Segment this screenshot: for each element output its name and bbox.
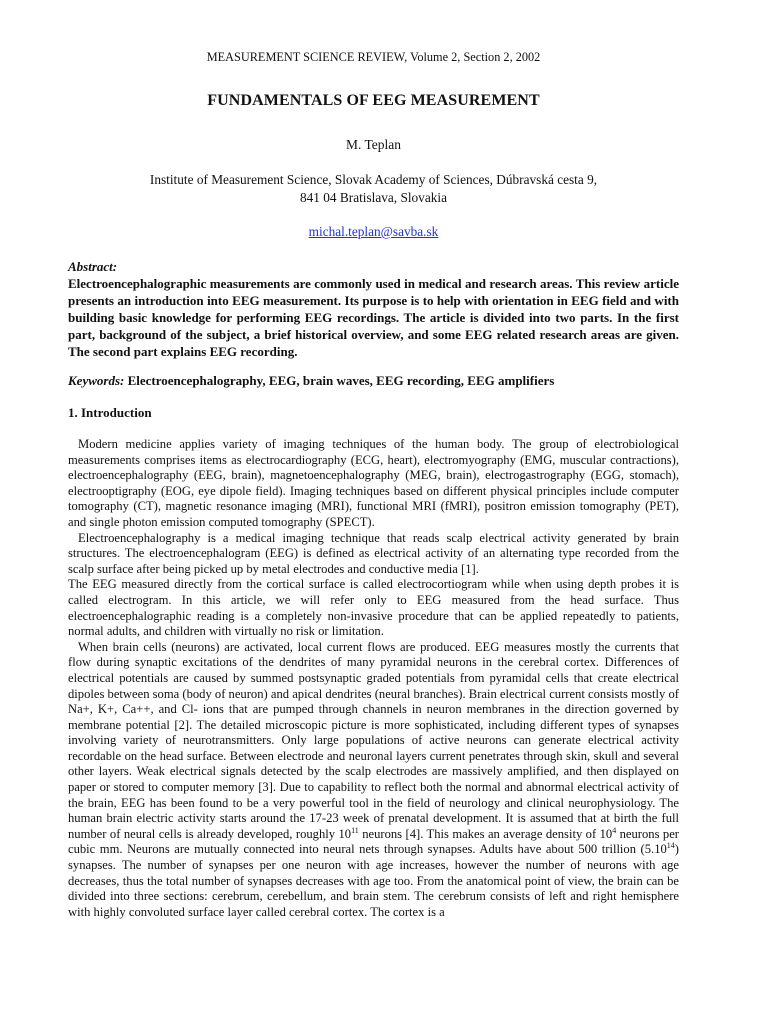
- paragraph-4: [68, 640, 679, 921]
- paragraph-4-part-c: neurons per cubic mm. Neurons are mutually connected into neural nets through synapses. Adults have about 500 trillion (5.10: [68, 826, 679, 857]
- email-block: [68, 224, 679, 240]
- keywords-label: Keywords:: [68, 373, 125, 388]
- abstract-text: Electroencephalographic measurements are commonly used in medical and research areas. This review article presents an introduction into EEG measurement. Its purpose is to help with orientation in EEG field and with building basic knowledge for performing EEG recordings. The article is divided into two parts. In the first part, background of the subject, a brief historical overview, and some EEG related research areas are given. The second part explains EEG recording.: [68, 276, 679, 359]
- abstract-label: Abstract:: [68, 259, 118, 274]
- section-heading: 1. Introduction: [68, 405, 152, 420]
- paragraph-2: Electroencephalography is a medical imaging technique that reads scalp electrical activity generated by brain structures. The electroencephalogram (EEG) is defined as electrical activity of an alternating type recorded from the scalp surface after being picked up by metal electrodes and conductive media [1].: [68, 530, 679, 576]
- journal-header: MEASUREMENT SCIENCE REVIEW, Volume 2, Section 2, 2002: [206, 50, 541, 64]
- abstract: [68, 258, 679, 360]
- keywords: [68, 373, 679, 389]
- keywords-text: Electroencephalography, EEG, brain waves, EEG recording, EEG amplifiers: [127, 373, 555, 388]
- email-link[interactable]: michal.teplan@savba.sk: [308, 224, 439, 239]
- paragraph-4-part-b: neurons [4]. This makes an average density of 10: [358, 826, 613, 841]
- paper-title: FUNDAMENTALS OF EEG MEASUREMENT: [207, 92, 540, 109]
- superscript-14: 14: [666, 841, 675, 851]
- affiliation-line-2: 841 04 Bratislava, Slovakia: [300, 189, 447, 205]
- affiliation-line-1: Institute of Measurement Science, Slovak Academy of Sciences, Dúbravská cesta 9,: [149, 172, 598, 187]
- superscript-4: 4: [612, 825, 617, 835]
- paragraph-4-part-d: ) synapses. The number of synapses per one neuron with age increases, however the number of neurons with age decreases, thus the total number of synapses decreases with age too. From the anatomical point of view, the brain can be divided into three sections: cerebrum, cerebellum, and brain stem. The cerebrum consists of left and right hemisphere with highly convoluted surface layer called cerebral cortex. The cortex is a: [68, 842, 679, 919]
- author-name: M. Teplan: [345, 137, 402, 152]
- paragraph-4-part-a: When brain cells (neurons) are activated, local current flows are produced. EEG measures mostly the currents that flow during synaptic excitations of the dendrites of many pyramidal neurons in the cerebral cortex. Differences of electrical potentials are caused by summed postsynaptic graded potentials from pyramidal cells that create electrical dipoles between soma (body of neuron) and apical dendrites (neural branches). Brain electrical current consists mostly of Na+, K+, Ca++, and Cl- ions that are pumped through channels in neuron membranes in the direction governed by membrane potential [2]. The detailed microscopic picture is more sophisticated, including different types of synapses involving variety of neurotransmitters. Only large populations of active neurons can generate electrical activity recordable on the head surface. Between electrode and neuronal layers current penetrates through skin, skull and several other layers. Weak electrical signals detected by the scalp electrodes are massively amplified, and then displayed on paper or stored to computer memory [3]. Due to capability to reflect both the normal and abnormal electrical activity of the brain, EEG has been found to be a very powerful tool in the field of neurology and clinical neurophysiology. The human brain electric activity starts around the 17-23 week of prenatal development. It is assumed that at birth the full number of neural cells is already developed, roughly 10: [68, 639, 679, 841]
- paragraph-1: Modern medicine applies variety of imaging techniques of the human body. The group of electrobiological measurements comprises items as electrocardiography (ECG, heart), electromyography (EMG, muscular contractions), electroencephalography (EEG, brain), magnetoencephalography (MEG, brain), electrogastrography (EGG, stomach), electrooptigraphy (EOG, eye dipole field). Imaging techniques based on different physical principles include computer tomography (CT), magnetic resonance imaging (MRI), functional MRI (fMRI), positron emission tomography (PET), and single photon emission computed tomography (SPECT).: [68, 437, 679, 529]
- affiliation: [68, 171, 679, 206]
- superscript-11: 11: [351, 825, 359, 835]
- paragraph-3: The EEG measured directly from the cortical surface is called electrocortiogram while when using depth probes it is called electrogram. In this article, we will refer only to EEG measured from the head surface. Thus electroencephalographic reading is a completely non-invasive procedure that can be applied repeatedly to patients, normal adults, and children with virtually no risk or limitation.: [68, 577, 679, 639]
- body-text: [68, 437, 679, 920]
